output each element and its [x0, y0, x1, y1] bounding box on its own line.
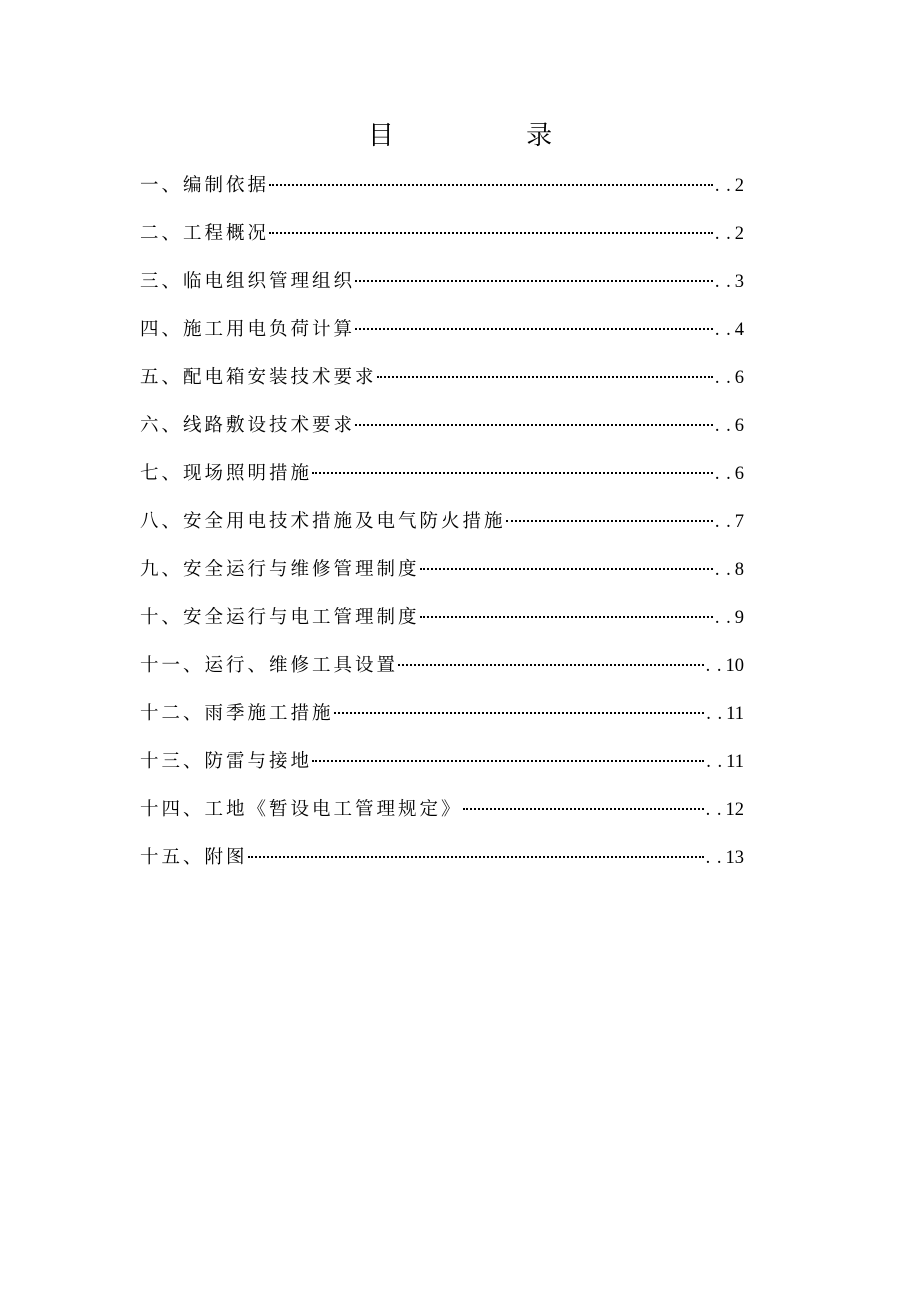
- toc-entry[interactable]: [140, 594, 744, 642]
- toc-dot-leader: [269, 232, 713, 234]
- toc-dot-leader: [355, 280, 713, 282]
- toc-dot-leader: [312, 760, 704, 762]
- toc-entry[interactable]: [140, 162, 744, 210]
- toc-entry-page: . . 11: [706, 690, 744, 738]
- toc-entry[interactable]: [140, 306, 744, 354]
- toc-dot-leader: [420, 568, 713, 570]
- toc-entry-page: . . 11: [706, 738, 744, 786]
- toc-entry-page: . . 13: [706, 834, 744, 882]
- toc-dot-leader: [355, 424, 713, 426]
- toc-entry-label: 七、现场照明措施: [140, 463, 313, 484]
- toc-entry[interactable]: [140, 498, 744, 546]
- table-of-contents: [140, 162, 744, 882]
- toc-entry-label: 十三、防雷与接地: [140, 751, 313, 772]
- toc-entry-page: . . 10: [706, 642, 744, 690]
- toc-entry[interactable]: [140, 210, 744, 258]
- toc-entry-page: . . 6: [715, 354, 744, 402]
- toc-entry-page: . . 9: [715, 594, 744, 642]
- toc-dot-leader: [355, 328, 713, 330]
- toc-entry-label: 十、安全运行与电工管理制度: [140, 607, 420, 628]
- toc-dot-leader: [463, 808, 704, 810]
- toc-dot-leader: [334, 712, 705, 714]
- toc-entry-page: . . 12: [706, 786, 744, 834]
- toc-entry-page: . . 6: [715, 402, 744, 450]
- toc-entry[interactable]: [140, 642, 744, 690]
- toc-entry-label: 八、安全用电技术措施及电气防火措施: [140, 511, 506, 532]
- toc-dot-leader: [377, 376, 713, 378]
- toc-entry[interactable]: [140, 690, 744, 738]
- toc-entry[interactable]: [140, 354, 744, 402]
- toc-entry-label: 六、线路敷设技术要求: [140, 415, 356, 436]
- toc-entry[interactable]: [140, 258, 744, 306]
- toc-entry-page: . . 8: [715, 546, 744, 594]
- toc-entry-label: 三、临电组织管理组织: [140, 271, 356, 292]
- toc-entry[interactable]: [140, 546, 744, 594]
- toc-dot-leader: [420, 616, 713, 618]
- toc-entry-page: . . 2: [715, 162, 744, 210]
- toc-entry-page: . . 4: [715, 306, 744, 354]
- toc-entry-label: 二、工程概况: [140, 223, 270, 244]
- toc-entry-label: 四、施工用电负荷计算: [140, 319, 356, 340]
- toc-entry-label: 十二、雨季施工措施: [140, 703, 334, 724]
- toc-entry-label: 一、编制依据: [140, 175, 270, 196]
- toc-entry-page: . . 3: [715, 258, 744, 306]
- toc-entry-label: 十四、工地《暂设电工管理规定》: [140, 799, 463, 820]
- toc-entry-page: . . 6: [715, 450, 744, 498]
- toc-dot-leader: [506, 520, 713, 522]
- toc-entry[interactable]: [140, 402, 744, 450]
- toc-dot-leader: [398, 664, 704, 666]
- toc-entry-page: . . 7: [715, 498, 744, 546]
- toc-dot-leader: [312, 472, 713, 474]
- toc-entry-page: . . 2: [715, 210, 744, 258]
- toc-entry-label: 九、安全运行与维修管理制度: [140, 559, 420, 580]
- toc-entry-label: 五、配电箱安装技术要求: [140, 367, 377, 388]
- toc-entry-label: 十五、附图: [140, 847, 248, 868]
- toc-entry[interactable]: [140, 738, 744, 786]
- toc-dot-leader: [248, 856, 704, 858]
- toc-entry[interactable]: [140, 786, 744, 834]
- toc-entry[interactable]: [140, 450, 744, 498]
- toc-dot-leader: [269, 184, 713, 186]
- toc-entry-label: 十一、运行、维修工具设置: [140, 655, 399, 676]
- toc-entry[interactable]: [140, 834, 744, 882]
- toc-title: 目 录: [367, 121, 615, 151]
